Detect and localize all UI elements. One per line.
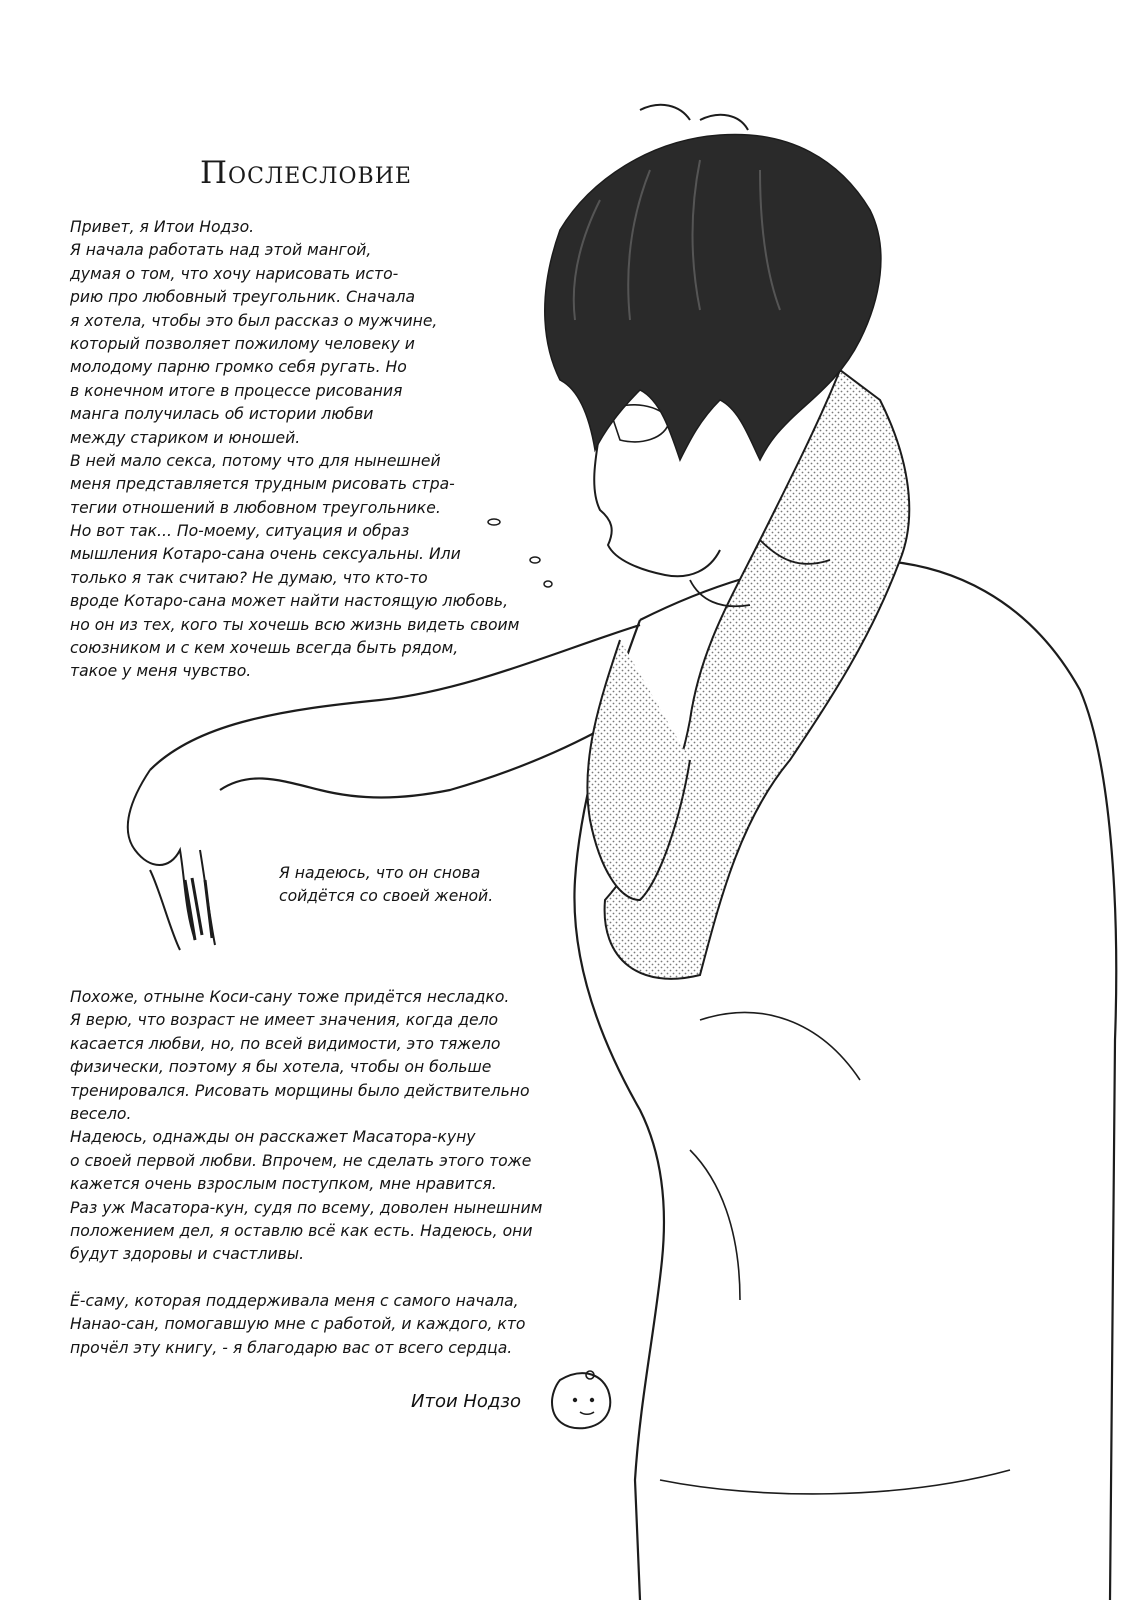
text-line: вроде Котаро-сана может найти настоящую любовь, [70,592,509,611]
text-line: Нанао-сан, помогавшую мне с работой, и каждого, кто [70,1315,526,1334]
text-line: рию про любовный треугольник. Сначала [70,288,416,307]
text-line: такое у меня чувство. [70,662,252,681]
body-text [70,986,542,1267]
text-line: Раз уж Масатора-кун, судя по всему, доволен нынешним [70,1198,543,1217]
text-line: манга получилась об истории любви [70,405,374,424]
hip-line [660,1470,1010,1494]
text-line: В ней мало секса, потому что для нынешней [70,451,441,470]
text-line: Похоже, отныне Коси-сану тоже придётся несладко. [70,988,510,1006]
text-line: между стариком и юношей. [70,428,301,447]
text-line: молодому парню громко себя ругать. Но [70,358,407,377]
text-line: касается любви, но, по всей видимости, это тяжело [70,1034,501,1053]
text-line: я хотела, чтобы это был рассказ о мужчине, [70,311,438,330]
hair-tuft [640,105,748,130]
text-line: только я так считаю? Не думаю, что кто-то [70,568,428,587]
text-line: Но вот так... По-моему, ситуация и образ [70,522,410,541]
text-line: меня представляется трудным рисовать стра- [70,475,455,494]
page-title: Послесловие [200,155,412,191]
text-line: тегии отношений в любовном треугольнике. [70,498,441,517]
text-line: физически, поэтому я бы хотела, чтобы он больше [70,1058,492,1077]
text-line: союзником и с кем хочешь всегда быть рядом, [70,639,459,658]
arm-lower [220,700,650,798]
text-line: о своей первой любви. Впрочем, не сделать этого тоже [70,1151,532,1170]
hand [128,770,215,950]
author-signature: Итои Нодзо [411,1391,521,1412]
intro-text [70,216,519,684]
sweat-drop [544,581,552,587]
sweat-drop [530,557,540,563]
text-line: сойдётся со своей женой. [279,887,494,906]
text-line: положением дел, я оставлю всё как есть. Надеюсь, они [70,1221,533,1240]
text-line: весело. [70,1104,132,1123]
text-line: Я верю, что возраст не имеет значения, когда дело [70,1011,499,1030]
hand-shading [185,878,212,940]
text-line: кажется очень взрослым поступком, мне нравится. [70,1175,497,1194]
middle-text [279,862,493,909]
text-line: в конечном итоге в процессе рисования [70,381,403,400]
text-line: который позволяет пожилому человеку и [70,334,415,353]
text-line: Я начала работать над этой мангой, [70,241,372,260]
text-line: Надеюсь, однажды он расскажет Масатора-куну [70,1128,476,1147]
text-line: думая о том, что хочу нарисовать исто- [70,264,399,283]
text-line: мышления Котаро-сана очень сексуальны. Или [70,545,461,564]
body-fold [690,1013,860,1301]
thanks-text [70,1290,525,1360]
text-line: Ё-саму, которая поддерживала меня с самого начала, [70,1292,519,1310]
text-line: Я надеюсь, что он снова [279,864,481,882]
text-line: тренировался. Рисовать морщины было действительно [70,1081,530,1100]
signature-doodle-icon [552,1371,610,1428]
text-line: Привет, я Итои Нодзо. [70,218,255,236]
text-line: будут здоровы и счастливы. [70,1245,305,1264]
text-line: но он из тех, кого ты хочешь всю жизнь видеть своим [70,615,520,634]
text-line: прочёл эту книгу, - я благодарю вас от всего сердца. [70,1338,513,1357]
face-profile [594,430,720,576]
